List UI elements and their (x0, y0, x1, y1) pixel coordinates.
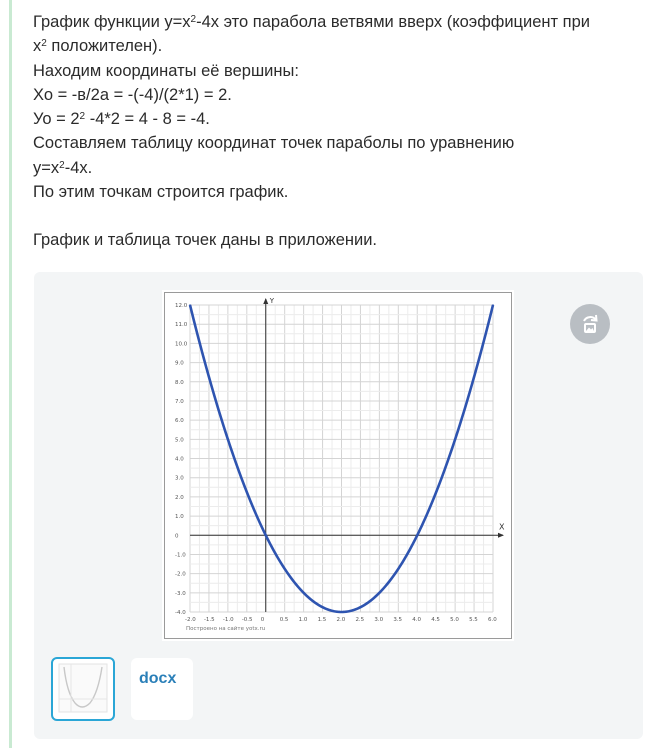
y-tick-label: 6.0 (175, 418, 184, 425)
answer-line-4: Хо = -в/2а = -(-4)/(2*1) = 2. (33, 85, 232, 104)
y-axis-arrow (263, 298, 268, 304)
x-tick-label: -2.0 (185, 617, 196, 623)
paragraph-gap (33, 204, 653, 228)
attachment-thumbnail-graph[interactable] (51, 657, 115, 721)
answer-line-7: $y=x^2-4x$. (33, 158, 93, 177)
x-axis-arrow (498, 533, 504, 538)
data-point (398, 568, 400, 570)
x-tick-label: 0 (260, 617, 265, 623)
answer-line-3: Находим координаты её вершины: (33, 61, 299, 80)
data-point (303, 592, 305, 594)
x-axis-label: X (499, 522, 505, 532)
rotate-image-icon (578, 312, 602, 336)
graph-image[interactable] (164, 292, 512, 639)
x-tick-label: 2.0 (336, 617, 346, 623)
y-tick-label: 11.0 (175, 322, 188, 329)
x-tick-label: 3.5 (393, 617, 403, 623)
y-tick-label: 8.0 (175, 379, 184, 386)
answer-line-5: Уо = $2^2$ -4*2 = 4 - 8 = -4. (33, 110, 210, 129)
y-tick-label: 3.0 (175, 475, 184, 482)
answer-line-1: График функции $y=x^2-4x$ это парабола ветвями вверх (коэффициент при (33, 13, 590, 31)
x-tick-label: -1.0 (222, 617, 234, 623)
data-point (341, 611, 343, 613)
x-tick-label: 4.0 (412, 617, 421, 623)
answer-line-8: По этим точкам строится график. (33, 183, 289, 202)
y-tick-label: 1.0 (175, 514, 184, 521)
data-point (416, 534, 418, 536)
x-tick-label: 0.5 (279, 617, 289, 623)
data-point (227, 439, 229, 441)
data-point (322, 606, 324, 608)
data-point (246, 491, 248, 493)
data-point (379, 592, 381, 594)
x-tick-label: -1.5 (203, 617, 215, 623)
x-tick-label: 1.5 (317, 617, 327, 623)
answer-line-6: Составляем таблицу координат точек параболы по уравнению (33, 134, 515, 153)
data-point (265, 534, 267, 536)
parabola-chart (165, 293, 511, 638)
y-tick-label: 9.0 (175, 360, 184, 367)
y-tick-label: 4.0 (175, 456, 184, 463)
y-tick-label: 2.0 (175, 494, 184, 501)
data-point (360, 606, 362, 608)
answer-accent-line (9, 0, 12, 748)
graph-thumbnail-icon (53, 659, 113, 719)
y-tick-label: -3.0 (175, 590, 186, 597)
x-tick-label: 6.0 (488, 617, 497, 623)
y-tick-label: 7.0 (175, 398, 184, 405)
x-tick-label: 4.5 (431, 617, 440, 623)
x-tick-label: -0.5 (241, 617, 253, 623)
data-point (208, 376, 210, 378)
docx-label: docx (139, 670, 177, 687)
data-point (189, 304, 191, 306)
y-tick-label: 12.0 (175, 303, 188, 309)
y-tick-label: -4.0 (175, 610, 186, 616)
y-axis-label: Y (269, 297, 275, 305)
x-tick-label: 1.0 (298, 617, 308, 623)
y-tick-label: 10.0 (175, 341, 188, 348)
x-tick-label: 2.5 (355, 617, 365, 623)
chart-footer: Построено на сайте yotx.ru (186, 626, 266, 632)
y-tick-label: -2.0 (175, 571, 186, 578)
data-point (492, 304, 494, 306)
x-tick-label: 3.0 (374, 617, 384, 623)
answer-line-9: График и таблица точек даны в приложении. (33, 231, 378, 250)
data-point (284, 568, 286, 570)
data-point (435, 491, 437, 493)
data-point (473, 376, 475, 378)
rotate-image-button[interactable] (570, 304, 610, 344)
data-point (454, 439, 456, 441)
attachment-viewer (34, 272, 643, 739)
y-tick-label: -1.0 (175, 552, 186, 559)
answer-line-2: $x^2$ положителен). (33, 37, 163, 56)
y-tick-label: 5.0 (175, 437, 184, 444)
answer-text (33, 10, 653, 253)
x-tick-label: 5.5 (469, 617, 478, 623)
y-tick-label: 0 (175, 533, 179, 540)
attachment-docx[interactable] (131, 658, 193, 720)
x-tick-label: 5.0 (450, 617, 459, 623)
